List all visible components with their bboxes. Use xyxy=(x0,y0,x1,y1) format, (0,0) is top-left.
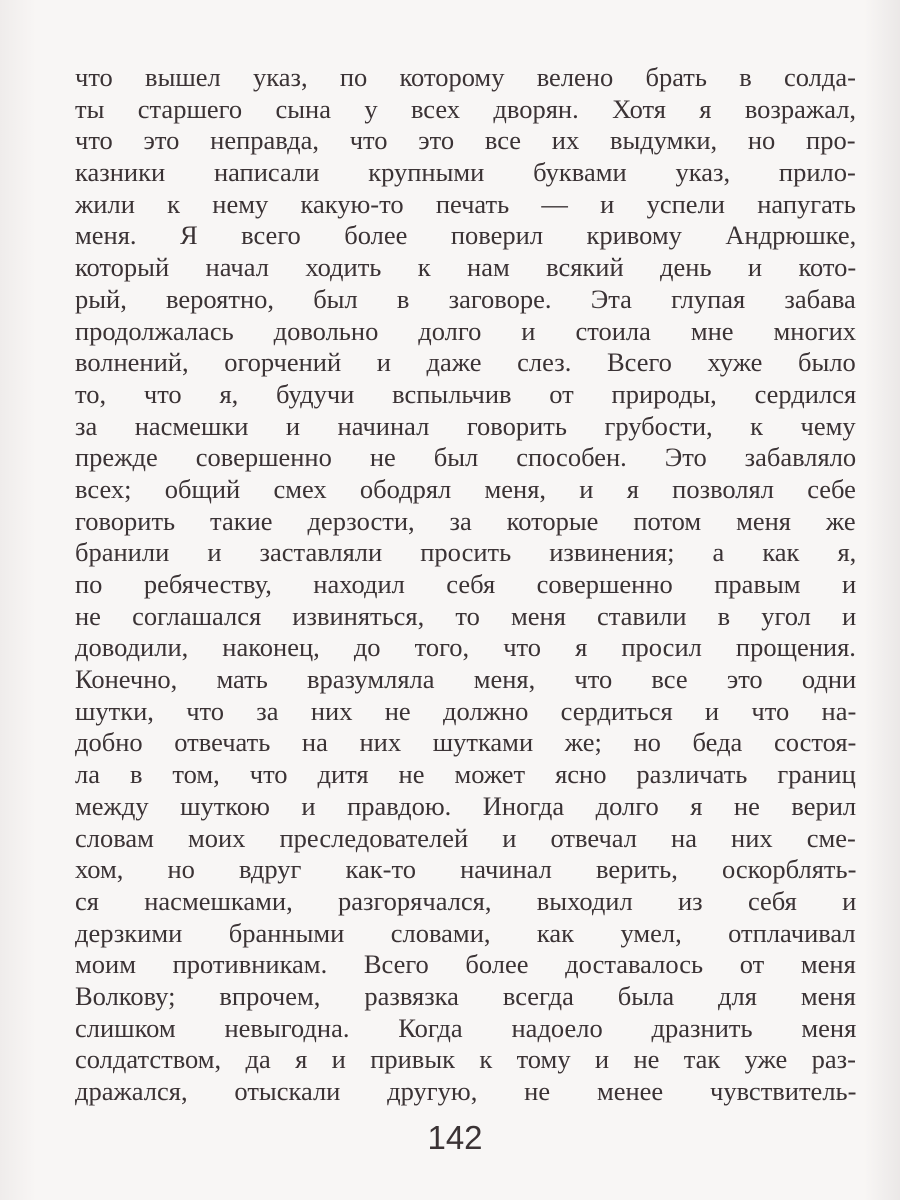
text-line: Конечно, мать вразумляла меня, что все это одни xyxy=(75,664,857,695)
text-line: говорить такие дерзости, за которые потом меня же xyxy=(75,505,856,536)
text-line: за насмешки и начинал говорить грубости, к чему xyxy=(75,410,856,441)
text-line: хом, но вдруг как-то начинал верить, оскорблять- xyxy=(75,854,857,885)
text-line: шутки, что за них не должно сердиться и что на- xyxy=(75,695,857,726)
text-line: который начал ходить к нам всякий день и кото- xyxy=(75,252,857,283)
text-line: между шуткою и правдою. Иногда долго я не верил xyxy=(75,790,857,821)
body-text xyxy=(75,62,856,1108)
text-line: прежде совершенно не был способен. Это забавляло xyxy=(75,442,857,473)
text-line: словам моих преследователей и отвечал на них сме- xyxy=(75,822,856,853)
text-line: добно отвечать на них шутками же; но беда состоя- xyxy=(75,727,857,758)
page-number: 142 xyxy=(427,1119,483,1156)
text-line: не соглашался извиняться, то меня ставили в угол и xyxy=(75,600,857,631)
text-line: слишком невыгодна. Когда надоело дразнить меня xyxy=(75,1012,857,1043)
text-line: казники написали крупными буквами указ, прило- xyxy=(75,157,856,188)
text-line: волнений, огорчений и даже слез. Всего хуже было xyxy=(75,347,856,378)
text-line: то, что я, будучи вспыльчив от природы, сердился xyxy=(75,378,857,409)
text-line: ла в том, что дитя не может ясно различать границ xyxy=(75,759,856,790)
text-line: по ребячеству, находил себя совершенно правым и xyxy=(75,569,857,599)
text-line: солдатством, да я и привык к тому и не так уже раз- xyxy=(75,1044,856,1075)
text-line: доводили, наконец, до того, что я просил прощения. xyxy=(75,632,856,663)
text-line: ся насмешками, разгорячался, выходил из себя и xyxy=(75,885,857,916)
text-line: бранили и заставляли просить извинения; а как я, xyxy=(75,537,857,568)
text-line: жили к нему какую-то печать — и успели напугать xyxy=(75,188,856,219)
text-line: Волкову; впрочем, развязка всегда была для меня xyxy=(75,980,856,1011)
text-line: дражался, отыскали другую, не менее чувствитель- xyxy=(75,1076,857,1106)
text-line: рый, вероятно, был в заговоре. Эта глупая забава xyxy=(75,283,856,314)
text-line: меня. Я всего более поверил кривому Андрюшке, xyxy=(75,220,857,251)
text-line: дерзкими бранными словами, как умел, отплачивал xyxy=(75,917,856,948)
text-line: ты старшего сына у всех дворян. Хотя я возражал, xyxy=(75,93,857,124)
text-line: всех; общий смех ободрял меня, и я позволял себе xyxy=(75,473,856,504)
text-line: продолжалась довольно долго и стоила мне многих xyxy=(75,315,856,346)
text-line: что вышел указ, по которому велено брать в солда- xyxy=(75,62,856,92)
text-line: что это неправда, что это все их выдумки, но про- xyxy=(75,125,856,156)
text-line: моим противникам. Всего более доставалось от меня xyxy=(75,949,856,980)
